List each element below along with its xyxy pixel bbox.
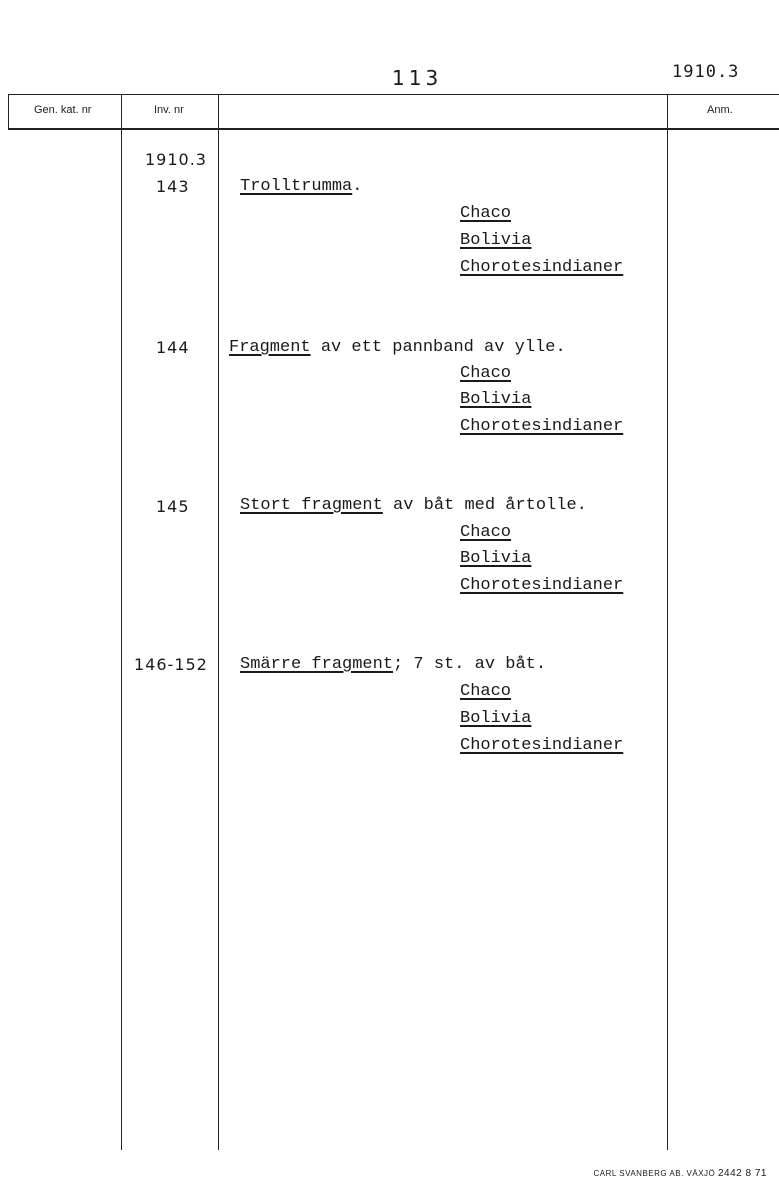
collection-id: 1910.3 <box>145 150 207 169</box>
column-header-anm: Anm. <box>707 104 733 116</box>
entry-people: Chorotesindianer <box>460 576 624 595</box>
printer-imprint <box>594 1168 768 1179</box>
column-divider-inv-desc <box>218 94 219 1150</box>
entry-inv-nr: 146-152 <box>134 655 208 674</box>
entry-region: Chaco <box>460 364 512 383</box>
entry-region: Chaco <box>460 204 512 223</box>
entry-region: Chaco <box>460 523 512 542</box>
entry-description <box>240 655 546 674</box>
entry-country: Bolivia <box>460 390 532 409</box>
catalog-id: 1910.3 <box>672 62 740 82</box>
entry-title-rest: ; 7 st. av båt. <box>393 655 547 674</box>
entry-inv-nr: 143 <box>156 177 190 196</box>
entry-title-rest: av båt med årtolle. <box>382 496 587 515</box>
entry-people: Chorotesindianer <box>460 258 624 277</box>
entry-title-rest: av ett pannband av ylle. <box>310 338 566 357</box>
entry-title: Fragment <box>229 338 311 357</box>
entry-description <box>229 338 566 357</box>
column-header-gen-kat-nr: Gen. kat. nr <box>34 104 92 116</box>
column-header-inv-nr: Inv. nr <box>154 104 184 116</box>
entry-country: Bolivia <box>460 231 532 250</box>
entry-title: Smärre fragment <box>240 655 394 674</box>
entry-country: Bolivia <box>460 709 532 728</box>
entry-region: Chaco <box>460 682 512 701</box>
printer-name: CARL SVANBERG AB. VÄXJÖ <box>593 1169 716 1178</box>
column-divider-left-edge <box>8 94 9 130</box>
header-bottom-rule <box>8 128 779 130</box>
entry-people: Chorotesindianer <box>460 417 624 436</box>
entry-description <box>240 177 362 196</box>
column-divider-gen-inv <box>121 94 122 1150</box>
header-top-rule <box>8 94 779 95</box>
entry-title: Trolltrumma <box>240 177 353 196</box>
entry-country: Bolivia <box>460 549 532 568</box>
entry-title-rest: . <box>352 177 363 196</box>
form-number: 2442 8 71 <box>718 1168 767 1179</box>
entry-title: Stort fragment <box>240 496 383 515</box>
entry-inv-nr: 144 <box>156 338 190 357</box>
page-number: 113 <box>392 66 443 90</box>
entry-description <box>240 496 587 515</box>
entry-people: Chorotesindianer <box>460 736 624 755</box>
column-divider-desc-anm <box>667 94 668 1150</box>
entry-inv-nr: 145 <box>156 497 190 516</box>
